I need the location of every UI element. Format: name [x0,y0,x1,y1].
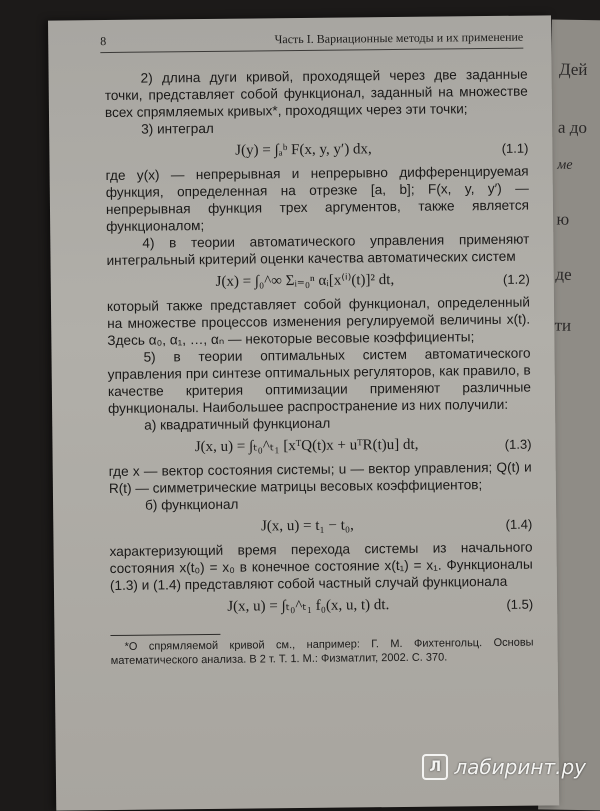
equation-1-4 [109,516,532,537]
page-number: 8 [100,34,107,49]
equation-formula: J(y) = ∫ₐᵇ F(x, y, y′) dx, [235,141,372,159]
book-page [48,15,559,810]
equation-number: (1.1) [501,140,529,156]
equation-formula: J(x, u) = t₁ − t₀, [260,517,354,535]
adjacent-page-fragment: ти [554,315,572,335]
equation-number: (1.5) [506,596,534,612]
page-body [105,66,534,668]
paragraph: 2) длина дуги кривой, проходящей через две заданные точки, представляет собой функционал, заданный на множестве всех спрямляемых кривых*, проходящих через эти точки; [104,66,528,121]
adjacent-page-fragment: а до [557,117,588,138]
equation-number: (1.4) [505,516,533,532]
paragraph: б) функционал [145,496,239,513]
paragraph: 5) в теории оптимальных систем автоматического управления при синтезе оптимальных регуляторов, как правило, в качестве критерия оптимизации применяют различные функционалы. Наибольшее распространение из них получили: [107,345,531,417]
equation-1-1 [105,140,528,161]
equation-number: (1.2) [502,271,530,287]
labirint-logo-icon: Л [422,754,448,780]
running-header [100,30,523,53]
watermark-text: лабиринт.ру [454,755,586,779]
footnote-divider [110,634,220,636]
adjacent-page-fragment: ю [556,209,570,229]
footnote: *О спрямляемой кривой см., например: Г. М. Фихтенгольц. Основы математического анализа. В 2 т. Т. 1. М.: Физматлит, 2002. С. 370. [110,636,534,668]
equation-formula: J(x, u) = ∫ₜ₀^ₜ₁ [xᵀQ(t)x + uᵀR(t)u] dt, [194,436,419,456]
paragraph: где y(x) — непрерывная и непрерывно дифференцируемая функция, определенная на отрезке [a, b]; F(x, y, y′) — непрерывная функция трех аргументов, также является функционалом; [105,163,530,235]
paragraph: а) квадратичный функционал [144,415,331,433]
adjacent-page-fragment: ме [557,157,573,173]
equation-1-3 [108,436,531,457]
equation-formula: J(x, u) = ∫ₜ₀^ₜ₁ f₀(x, u, t) dt. [227,597,390,615]
running-title: Часть I. Вариационные методы и их применение [274,29,524,47]
paragraph: 3) интеграл [141,120,214,137]
paragraph: где x — вектор состояния системы; u — вектор управления; Q(t) и R(t) — симметрические матрицы весовых коэффициентов; [108,459,532,497]
equation-formula: J(x) = ∫₀^∞ Σᵢ₌₀ⁿ αᵢ[x⁽ⁱ⁾(t)]² dt, [215,272,395,290]
paragraph: 4) в теории автоматического управления применяют интегральный критерий оценки качества автоматических систем [106,231,530,269]
equation-1-5 [110,596,533,617]
adjacent-page-fragment: де [555,264,572,284]
adjacent-page-fragment: Дей [558,59,588,80]
paragraph: который также представляет собой функционал, определенный на множестве процессов изменения регулируемой величины x(t). Здесь α₀, α₁, …, αₙ — некоторые весовые коэффициенты; [106,294,531,349]
equation-1-2 [107,271,530,292]
paragraph: характеризующий время перехода системы из начального состояния x(t₀) = x₀ в конечное состояние x(t₁) = x₁. Функционалы (1.3) и (1.4) представляют собой частный случай функционала [109,539,533,594]
equation-number: (1.3) [504,436,532,452]
watermark [422,754,586,780]
